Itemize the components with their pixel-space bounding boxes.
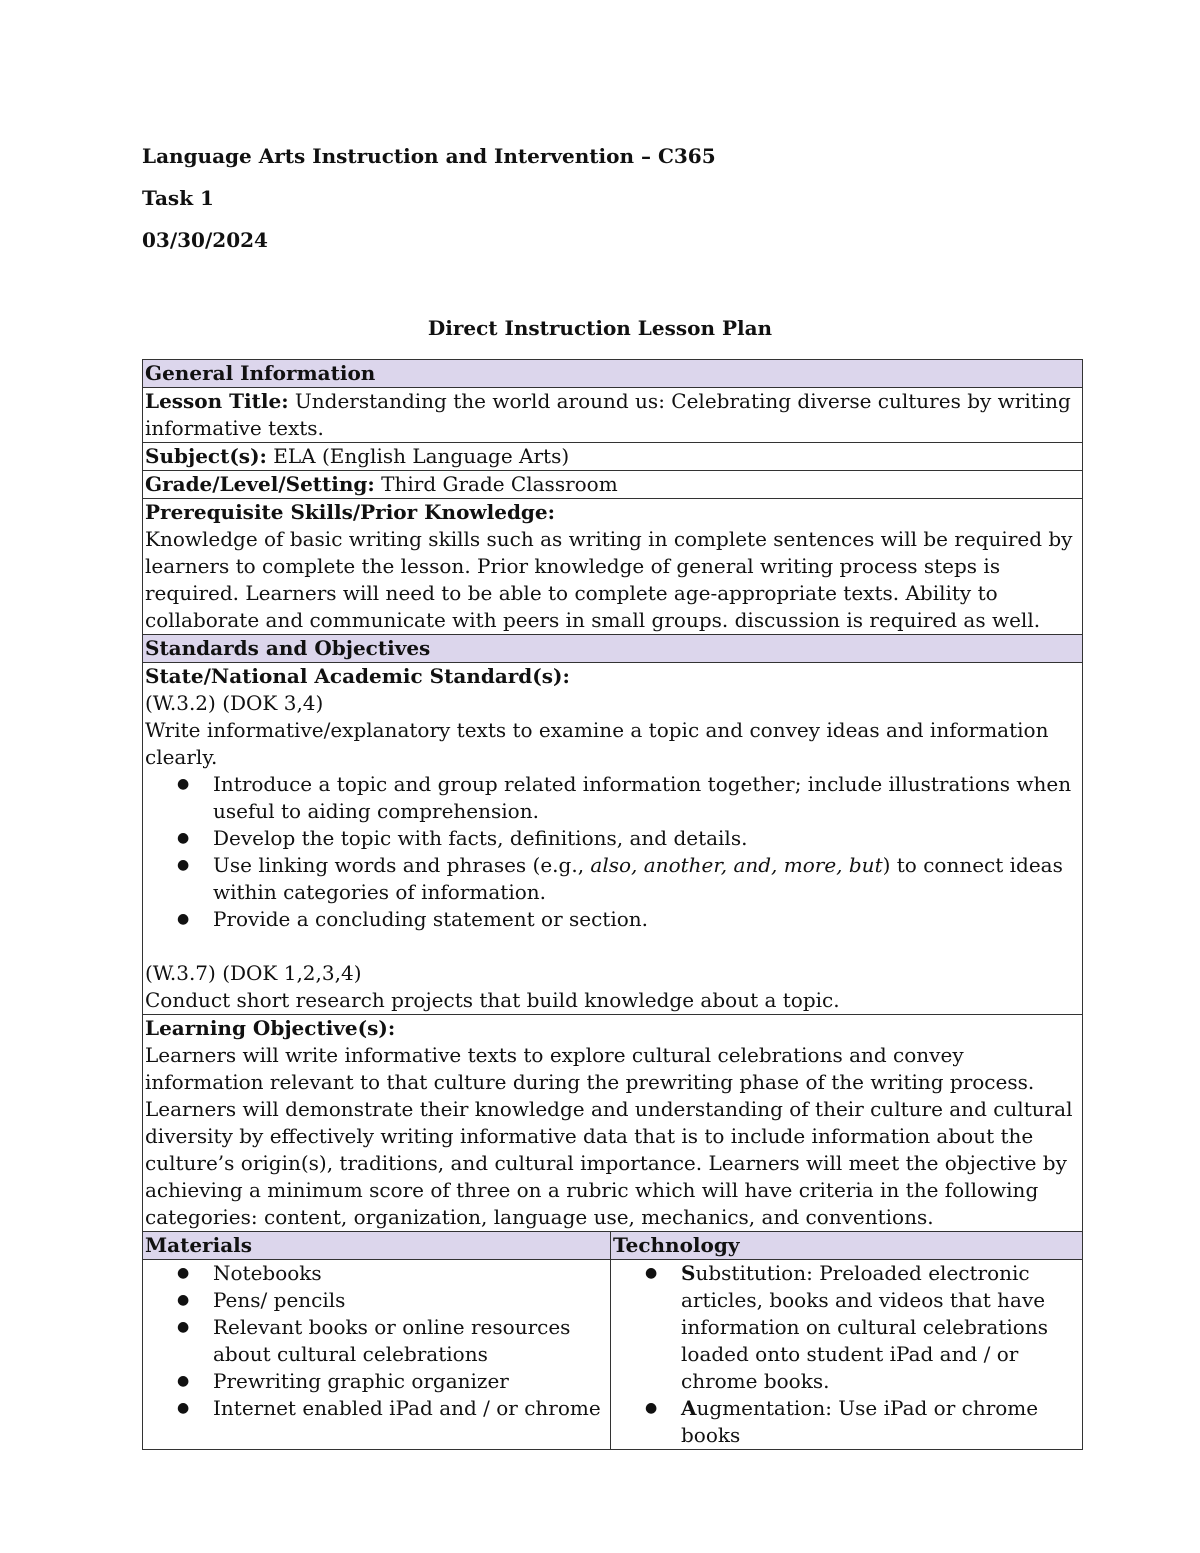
general-information-heading: General Information [143,360,1083,388]
list-item: ● Pens/ pencils [213,1287,608,1314]
grade-label: Grade/Level/Setting: [145,472,375,496]
bullet-italic-text: also, another, and, more, but [590,853,883,877]
objectives-text: Learners will write informative texts to explore cultural celebrations and convey information relevant to that culture during the prewriting phase of the writing process. Learners will demonstrate their knowledge and understanding of their culture and cultural diversity by effectively writing informative data that is to include information about the culture’s origin(s), traditions, and cultural importance. Learners will meet the objective by achieving a minimum score of three on a rubric which will have criteria in the following categories: content, organization, language use, mechanics, and conventions. [145,1043,1073,1229]
grade-cell [143,471,1083,499]
list-item: ● Notebooks [213,1260,608,1287]
bullet-text: ) to connect ideas within categories of information. [213,853,1063,904]
subject-value: ELA (English Language Arts) [266,444,570,468]
initial-letter: A [681,1396,697,1420]
materials-cell [143,1260,611,1450]
document-header [142,142,716,268]
technology-list [613,1260,1080,1449]
bullet-text: Use linking words and phrases (e.g., [213,853,591,877]
technology-cell [611,1260,1083,1450]
objectives-label: Learning Objective(s): [145,1016,396,1040]
course-title: Language Arts Instruction and Intervention – C365 [142,144,716,168]
standard-w32-text: Write informative/explanatory texts to examine a topic and convey ideas and information clearly. [145,718,1049,769]
task-label: Task 1 [142,186,214,210]
standards-label: State/National Academic Standard(s): [145,664,570,688]
initial-letter: S [681,1261,696,1285]
standard-w32-code: (W.3.2) (DOK 3,4) [145,691,324,715]
standards-cell [143,663,1083,1015]
page-title: Direct Instruction Lesson Plan [427,316,773,340]
materials-heading: Materials [143,1232,611,1260]
prerequisite-cell [143,499,1083,635]
lesson-title-label: Lesson Title: [145,389,289,413]
list-item: ● Relevant books or online resources about cultural celebrations [213,1314,608,1368]
standard-w37-text: Conduct short research projects that build knowledge about a topic. [145,988,840,1012]
lesson-plan-table [142,359,1083,1450]
lesson-title-cell [143,388,1083,443]
list-item [681,1395,1080,1449]
subject-label: Subject(s): [145,444,267,468]
standard-w32-bullets [145,771,1080,933]
grade-value: Third Grade Classroom [374,472,618,496]
materials-list [145,1260,608,1422]
objectives-cell [143,1015,1083,1232]
technology-heading: Technology [611,1232,1083,1260]
list-item: ● Provide a concluding statement or section. [213,906,1080,933]
bullet-text: ugmentation: Use iPad or chrome books [681,1396,1039,1447]
list-item [213,852,1080,906]
date: 03/30/2024 [142,228,268,252]
list-item [681,1260,1080,1395]
list-item: ● Introduce a topic and group related information together; include illustrations when useful to aiding comprehension. [213,771,1080,825]
list-item: ● Develop the topic with facts, definitions, and details. [213,825,1080,852]
bullet-text: ubstitution: Preloaded electronic articles, books and videos that have information on cultural celebrations loaded onto student iPad and / or chrome books. [681,1261,1048,1393]
prerequisite-label: Prerequisite Skills/Prior Knowledge: [145,500,556,524]
list-item: ● Internet enabled iPad and / or chrome [213,1395,608,1422]
standards-heading: Standards and Objectives [143,635,1083,663]
subject-cell [143,443,1083,471]
lesson-title-value: Understanding the world around us: Celebrating diverse cultures by writing informative texts. [145,389,1071,440]
list-item: ● Prewriting graphic organizer [213,1368,608,1395]
prerequisite-text: Knowledge of basic writing skills such as writing in complete sentences will be required by learners to complete the lesson. Prior knowledge of general writing process steps is required. Learners will need to be able to complete age-appropriate texts. Ability to collaborate and communicate with peers in small groups. discussion is required as well. [145,527,1073,632]
standard-w37-code: (W.3.7) (DOK 1,2,3,4) [145,961,362,985]
